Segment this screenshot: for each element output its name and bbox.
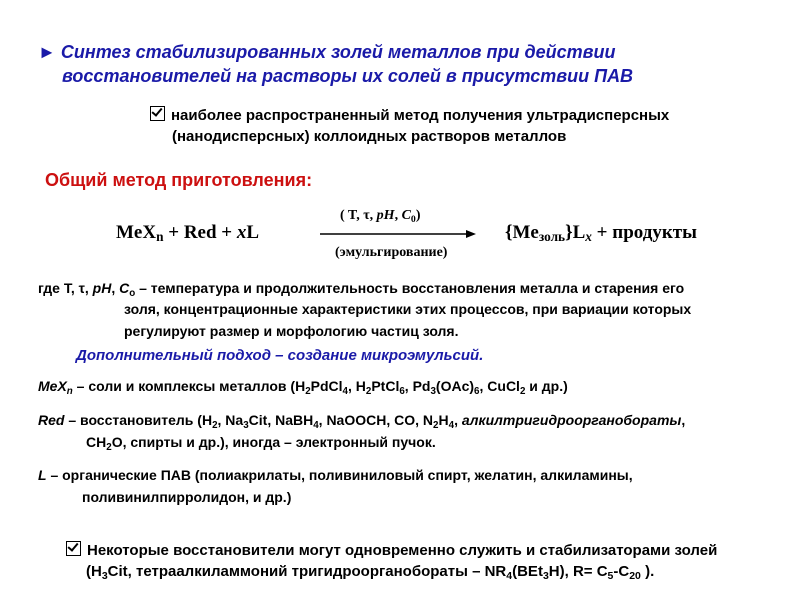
red-l2s: 2: [106, 442, 112, 453]
mexn-t0: – соли и комплексы металлов (H: [72, 378, 306, 394]
ligand-l: L: [246, 222, 260, 243]
mexn-t3: PtCl: [371, 378, 400, 394]
mexn-label: MeX: [38, 378, 67, 394]
where-line-3: регулируют размер и морфологию частиц золя.: [124, 323, 459, 339]
red-item-line-2: [86, 432, 436, 458]
b2-s2: 4: [506, 570, 513, 582]
red-s3: 4: [313, 420, 319, 431]
equation-products: [505, 222, 697, 245]
where-comma: ,: [111, 280, 120, 296]
checkbox-icon: [150, 106, 165, 121]
red-p7: ,: [681, 412, 686, 428]
product-me: {Me: [505, 222, 539, 243]
red-label: Red: [38, 412, 65, 428]
mexn-t2: , H: [348, 378, 366, 394]
b2-a: (H: [86, 563, 102, 580]
red-italic: алкилтригидроорганобораты: [461, 412, 682, 428]
reaction-medium: (эмульгирование): [335, 245, 448, 260]
l-item-line-1: [38, 465, 633, 486]
where-c: C: [119, 280, 130, 296]
mexn-s5: 3: [430, 386, 436, 397]
red-p4: , NaOOCH, CO, N: [318, 412, 434, 428]
b2-c: (BEt: [512, 563, 543, 580]
bullet-1-line-1: наиболее распространенный метод получения ультрадисперсных: [171, 107, 670, 124]
cond-ph: pH: [376, 208, 395, 223]
reactant-mexn: MeX: [116, 222, 157, 243]
b2-b: Cit, тетраалкиламмоний тригидроорганобораты – NR: [107, 563, 507, 580]
equation-reactants: [116, 222, 259, 245]
cond-comma: ,: [394, 208, 402, 223]
mexn-item: [38, 376, 568, 402]
reactant-red: + Red +: [168, 222, 237, 243]
red-s1: 2: [212, 420, 218, 431]
mexn-t6: , CuCl: [479, 378, 520, 394]
b2-s3: 3: [542, 570, 549, 582]
l-line-1-text: – органические ПАВ (полиакрилаты, поливиниловый спирт, желатин, алкиламины,: [46, 467, 633, 483]
red-l2b: O, спирты и др.), иногда – электронный пучок.: [111, 434, 436, 450]
where-c-sub: o: [129, 288, 136, 299]
bullet-2: [66, 541, 717, 561]
product-x-sub: x: [585, 229, 592, 244]
additional-approach: Дополнительный подход – создание микроэмульсий.: [76, 347, 484, 364]
b2-e: -C: [613, 563, 630, 580]
product-rest: + продукты: [591, 222, 697, 243]
reaction-arrow-icon: [318, 227, 478, 241]
b2-f: ).: [640, 563, 655, 580]
mexn-s4: 6: [399, 386, 405, 397]
b2-s4: 5: [607, 570, 614, 582]
reaction-conditions: [340, 208, 420, 225]
mexn-t4: , Pd: [404, 378, 431, 394]
mexn-t1: PdCl: [310, 378, 343, 394]
product-sol-sub: золь: [538, 229, 566, 244]
b2-s5: 20: [629, 570, 641, 582]
where-line-1-rest: – температура и продолжительность восстановления металла и старения его: [135, 280, 685, 296]
title-line-1: Синтез стабилизированных золей металлов при действии: [60, 42, 616, 62]
where-ph: pH: [92, 280, 112, 296]
l-label: L: [38, 467, 47, 483]
red-p5: H: [438, 412, 449, 428]
bullet-1: [150, 106, 669, 126]
where-line-2: золя, концентрационные характеристики этих процессов, при вариации которых: [124, 301, 692, 317]
red-s2: 3: [243, 420, 249, 431]
coefficient-x: x: [236, 222, 247, 243]
cond-c-sub: 0: [410, 214, 416, 225]
red-s5: 4: [448, 420, 455, 431]
product-l: }L: [565, 222, 586, 243]
red-p6: ,: [454, 412, 462, 428]
section-heading: Общий метод приготовления:: [45, 170, 313, 190]
mexn-t5: (OAc): [435, 378, 475, 394]
cond-open: ( T, τ,: [340, 208, 377, 223]
checkbox-icon: [66, 541, 81, 556]
mexn-s2: 4: [342, 386, 348, 397]
mexn-s1: 2: [305, 386, 311, 397]
red-p3: Cit, NaBH: [248, 412, 314, 428]
reactant-mexn-sub: n: [156, 229, 164, 244]
red-p2: , Na: [217, 412, 244, 428]
mexn-s3: 2: [365, 386, 372, 397]
mexn-s7: 2: [519, 386, 526, 397]
title-line-2: восстановителей на растворы их солей в присутствии ПАВ: [62, 66, 634, 86]
red-l2a: CH: [86, 434, 107, 450]
cond-close: ): [415, 208, 421, 223]
where-prefix: где T, τ,: [38, 280, 93, 296]
mexn-t7: и др.): [525, 378, 568, 394]
mexn-s6: 6: [474, 386, 480, 397]
bullet-2-line-1: Некоторые восстановители могут одновременно служить и стабилизаторами золей: [87, 542, 718, 559]
bullet-1-line-2: (нанодисперсных) коллоидных растворов металлов: [172, 128, 567, 145]
red-p1: – восстановитель (H: [64, 412, 213, 428]
mexn-label-sub: n: [66, 386, 73, 397]
b2-d: H), R= C: [548, 563, 608, 580]
red-s4: 2: [433, 420, 439, 431]
slide-title: [38, 40, 633, 88]
b2-s1: 3: [101, 570, 108, 582]
play-marker-icon: ►: [38, 42, 56, 62]
bullet-2-line-2: [86, 562, 654, 586]
l-item-line-2: поливинилпирролидон, и др.): [82, 489, 292, 505]
cond-c: C: [401, 208, 411, 223]
